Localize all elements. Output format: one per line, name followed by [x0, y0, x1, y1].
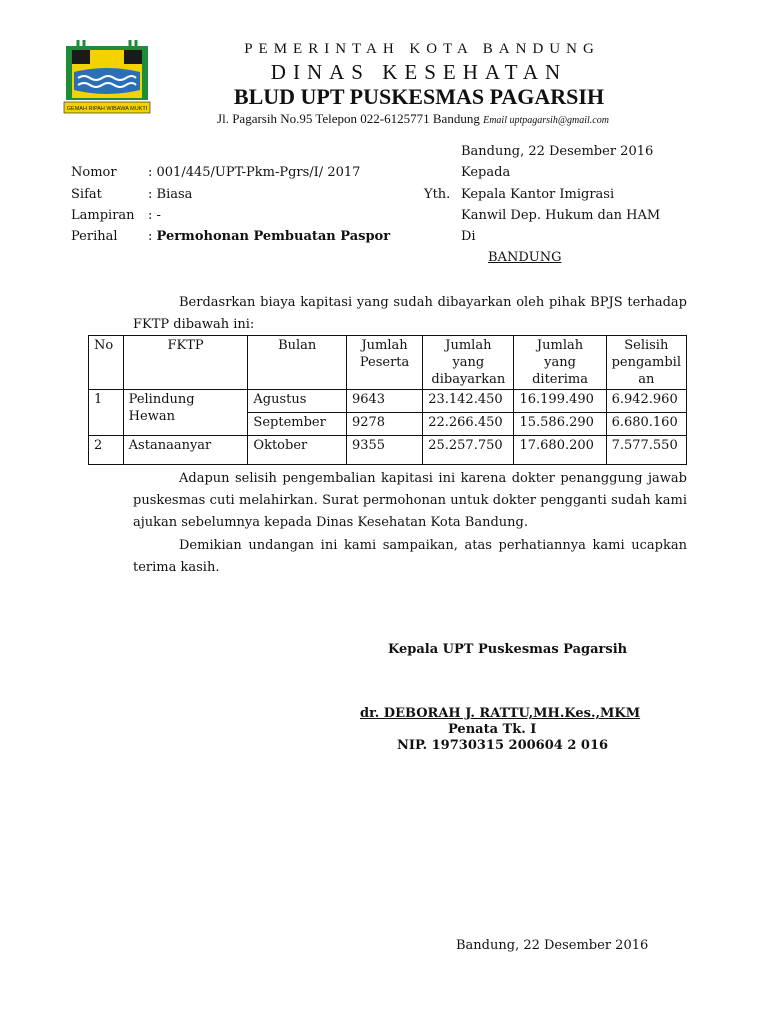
bandung-emblem-logo [60, 38, 154, 116]
nomor-value: : 001/445/UPT-Pkm-Pgrs/I/ 2017 [148, 165, 361, 180]
perihal-value: Permohonan Pembuatan Paspor [156, 229, 391, 244]
perihal-line [148, 228, 390, 246]
svg-text:GEMAH RIPAH WIBAWA MUKTI: GEMAH RIPAH WIBAWA MUKTI [66, 106, 148, 112]
emblem-water [74, 68, 140, 94]
government-name: PEMERINTAH KOTA BANDUNG [244, 41, 600, 57]
cell-peserta: 9278 [346, 413, 422, 436]
recipient-line2: Kanwil Dep. Hukum dan HAM [461, 208, 661, 223]
cell-diterima: 16.199.490 [514, 390, 606, 413]
cell-dibayarkan: 23.142.450 [423, 390, 514, 413]
cell-bulan: Oktober [248, 436, 347, 465]
address-text: Jl. Pagarsih No.95 Telepon 022-6125771 Bandung [217, 111, 480, 126]
letterhead [180, 38, 658, 130]
sifat-label: Sifat [71, 187, 102, 202]
cell-peserta: 9643 [346, 390, 422, 413]
recipient-city: BANDUNG [488, 250, 562, 265]
institution-address [168, 110, 658, 130]
kapitasi-table [88, 335, 687, 465]
signature-nip: NIP. 19730315 200604 2 016 [397, 738, 609, 753]
signature-title: Kepala UPT Puskesmas Pagarsih [388, 642, 628, 657]
cell-diterima: 15.586.290 [514, 413, 606, 436]
di-label: Di [461, 229, 476, 244]
perihal-label: Perihal [71, 229, 118, 244]
cell-dibayarkan: 22.266.450 [423, 413, 514, 436]
lampiran-label: Lampiran [71, 208, 135, 223]
cell-no: 1 [89, 390, 124, 436]
cell-no: 2 [89, 436, 124, 465]
department-name: DINAS KESEHATAN [270, 60, 568, 84]
email-text: Email uptpagarsih@gmail.com [483, 115, 609, 126]
cell-selisih: 6.680.160 [606, 413, 686, 436]
signature-name: dr. DEBORAH J. RATTU,MH.Kes.,MKM [360, 706, 641, 721]
header-selisih: Selisih pengambil an [606, 336, 686, 390]
header-jumlah-peserta: Jumlah Peserta [346, 336, 422, 390]
signature-rank: Penata Tk. I [448, 722, 537, 737]
perihal-colon: : [148, 229, 157, 244]
yth-label: Yth. [424, 187, 451, 202]
cell-peserta: 9355 [346, 436, 422, 465]
recipient-line1: Kepala Kantor Imigrasi [461, 187, 615, 202]
cell-selisih: 7.577.550 [606, 436, 686, 465]
intro-paragraph: Berdasrkan biaya kapitasi yang sudah dibayarkan oleh pihak BPJS terhadap FKTP dibawah ini: [133, 295, 687, 332]
header-fktp: FKTP [123, 336, 248, 390]
header-jumlah-dibayarkan: Jumlah yang dibayarkan [423, 336, 514, 390]
cell-dibayarkan: 25.257.750 [423, 436, 514, 465]
cell-fktp: Astanaanyar [123, 436, 248, 465]
header-bulan: Bulan [248, 336, 347, 390]
header-no: No [89, 336, 124, 390]
body-paragraph-2: Demikian undangan ini kami sampaikan, atas perhatiannya kami ucapkan terima kasih. [133, 538, 687, 575]
cell-fktp: Pelindung Hewan [123, 390, 248, 436]
header-jumlah-diterima: Jumlah yang diterima [514, 336, 606, 390]
letter-date-bottom: Bandung, 22 Desember 2016 [456, 938, 649, 953]
sifat-value: : Biasa [148, 187, 193, 202]
cell-bulan: September [248, 413, 347, 436]
cell-selisih: 6.942.960 [606, 390, 686, 413]
letter-date-top: Bandung, 22 Desember 2016 [461, 144, 654, 159]
body-paragraph-1: Adapun selisih pengembalian kapitasi ini karena dokter penanggung jawab puskesmas cuti melahirkan. Surat permohonan untuk dokter pengganti sudah kami ajukan sebelumnya kepada Dinas Kesehatan Kota Bandung. [133, 471, 687, 530]
nomor-label: Nomor [71, 165, 117, 180]
lampiran-value: : - [148, 208, 161, 223]
cell-diterima: 17.680.200 [514, 436, 606, 465]
table-row [89, 390, 687, 413]
institution-name: BLUD UPT PUSKESMAS PAGARSIH [233, 84, 605, 109]
table-header-row [89, 336, 687, 390]
cell-bulan: Agustus [248, 390, 347, 413]
table-row [89, 436, 687, 465]
kepada-label: Kepada [461, 165, 511, 180]
